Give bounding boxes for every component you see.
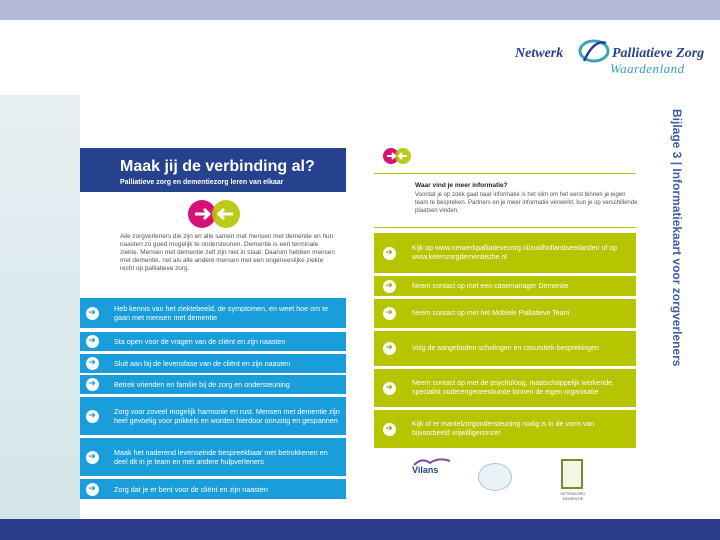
left-list-item — [80, 354, 346, 373]
right-list-item-text: Kijk op www.netwerkpalliatievezorg.nl/zuidhollandseeilanden of op www.ketenzorgdementiezhe.nl — [412, 245, 618, 261]
right-list-item — [374, 276, 636, 296]
netwerk-palliatieve-zorg-logo — [512, 33, 717, 83]
right-list-item — [374, 369, 636, 407]
arrow-right-icon: ➜ — [86, 335, 99, 348]
right-list-item — [374, 299, 636, 328]
side-title-text: Bijlage 3 | Informatiekaart voor zorgverleners — [670, 109, 684, 367]
arrow-right-icon: ➜ — [383, 280, 396, 293]
arrow-right-icon: ➜ — [86, 451, 99, 464]
arrow-right-icon: ➜ — [86, 410, 99, 423]
left-list-item-text: Sta open voor de vragen van de cliënt en zijn naasten — [114, 337, 286, 346]
informatiekaart-document — [80, 95, 692, 515]
right-list-item-text: Kijk of er mantelzorgondersteuning nodig is in de vorm van bijvoorbeeld vrijwilligersinzet — [412, 421, 595, 437]
left-list-item-text: Zorg voor zoveel mogelijk harmonie en rust. Mensen met dementie zijn heel gevoelig voor prikkels en worden hierdoor onrustig en gespannen — [114, 407, 340, 425]
arrow-right-icon: ➜ — [383, 307, 396, 320]
left-list-item — [80, 397, 346, 435]
question-text: Voordat je op zoek gaat naar informatie is het slim om het eerst binnen je eigen team te bespreken. Partners en je meer informatie verwerkt, kun je op verschillende plaatsen vinden. — [415, 192, 638, 214]
side-title — [666, 109, 684, 379]
divider — [374, 227, 636, 228]
slide-left-background — [0, 20, 80, 520]
connect-arrows-icon — [382, 147, 412, 165]
vilans-logo: Vilans — [412, 465, 439, 475]
circular-partner-logo — [478, 463, 512, 491]
arrow-right-icon: ➜ — [383, 247, 396, 260]
arrow-right-icon: ➜ — [86, 357, 99, 370]
divider — [374, 173, 636, 174]
left-list-item-text: Heb kennis van het ziektebeeld, de symptomen, en weet hoe om te gaan met mensen met dementie — [114, 304, 329, 322]
right-list-item — [374, 331, 636, 366]
right-list-item-text: Neem contact op met het Mobiele Palliatieve Team — [412, 310, 570, 317]
question-title: Waar vind je meer informatie? — [415, 182, 508, 189]
logo-word-waardenland: Waardenland — [610, 61, 685, 76]
left-list-item — [80, 332, 346, 351]
left-list-item-text: Betrek vrienden en familie bij de zorg en ondersteuning — [114, 380, 290, 389]
arrow-right-icon: ➜ — [383, 342, 396, 355]
right-list-item-text: Neem contact op met een casemanager Dementie — [412, 282, 569, 290]
partner-logos — [374, 457, 636, 502]
left-intro-text: Alle zorgverleners die zijn en alle samen met mensen met dementie en hun naasten zo goed mogelijk te ondersteunen. Dementie is een terminale ziekte. Mensen met dementie zelf zijn niet in staat. Daarom hebben mensen met dementie, net als alle andere mensen met een ongeneeslijke ziekte recht op palliatieve zorg. — [120, 233, 335, 272]
right-list-item — [374, 410, 636, 448]
left-list-item-text: Zorg dat je er bent voor de cliënt en zijn naasten — [114, 484, 268, 494]
right-list-item — [374, 233, 636, 273]
arrow-right-icon: ➜ — [86, 378, 99, 391]
left-subtitle: Palliatieve zorg en dementiezorg leren van elkaar — [120, 179, 284, 186]
left-title: Maak jij de verbinding al? — [120, 158, 315, 175]
arrow-right-icon: ➜ — [383, 423, 396, 436]
left-list-item — [80, 298, 346, 328]
arrow-right-icon: ➜ — [86, 307, 99, 320]
logo-word-palliatieve-zorg: Palliatieve Zorg — [612, 46, 705, 61]
right-list-item-text: Neem contact op met de psycholoog, maatschappelijk werkende, specialist ouderengeneeskunde binnen de eigen organisatie — [412, 380, 614, 396]
slide-bottom-bar — [0, 519, 720, 540]
left-list-item — [80, 375, 346, 394]
slide-top-bar — [0, 0, 720, 20]
ketenzorg-logo-text: KETENZORG DEMENTIE — [560, 491, 586, 501]
connect-arrows-icon — [186, 199, 242, 229]
arrow-right-icon: ➜ — [86, 483, 99, 496]
left-list-item — [80, 479, 346, 499]
logo-swoosh-icon — [576, 37, 612, 67]
left-list-item — [80, 438, 346, 476]
logo-word-netwerk: Netwerk — [515, 46, 564, 61]
arrow-right-icon: ➜ — [383, 382, 396, 395]
left-list-item-text: Sluit aan bij de levensfase van de cliënt en zijn naasten — [114, 359, 291, 368]
right-list-item-text: Volg de aangeboden scholingen en casuïstiek-besprekingen — [412, 345, 599, 352]
left-list-item-text: Maak het naderend levenseinde bespreekbaar met betrokkenen en deel dit in je team en met andere hulpverleners — [114, 448, 328, 466]
ketenzorg-logo — [561, 459, 583, 489]
